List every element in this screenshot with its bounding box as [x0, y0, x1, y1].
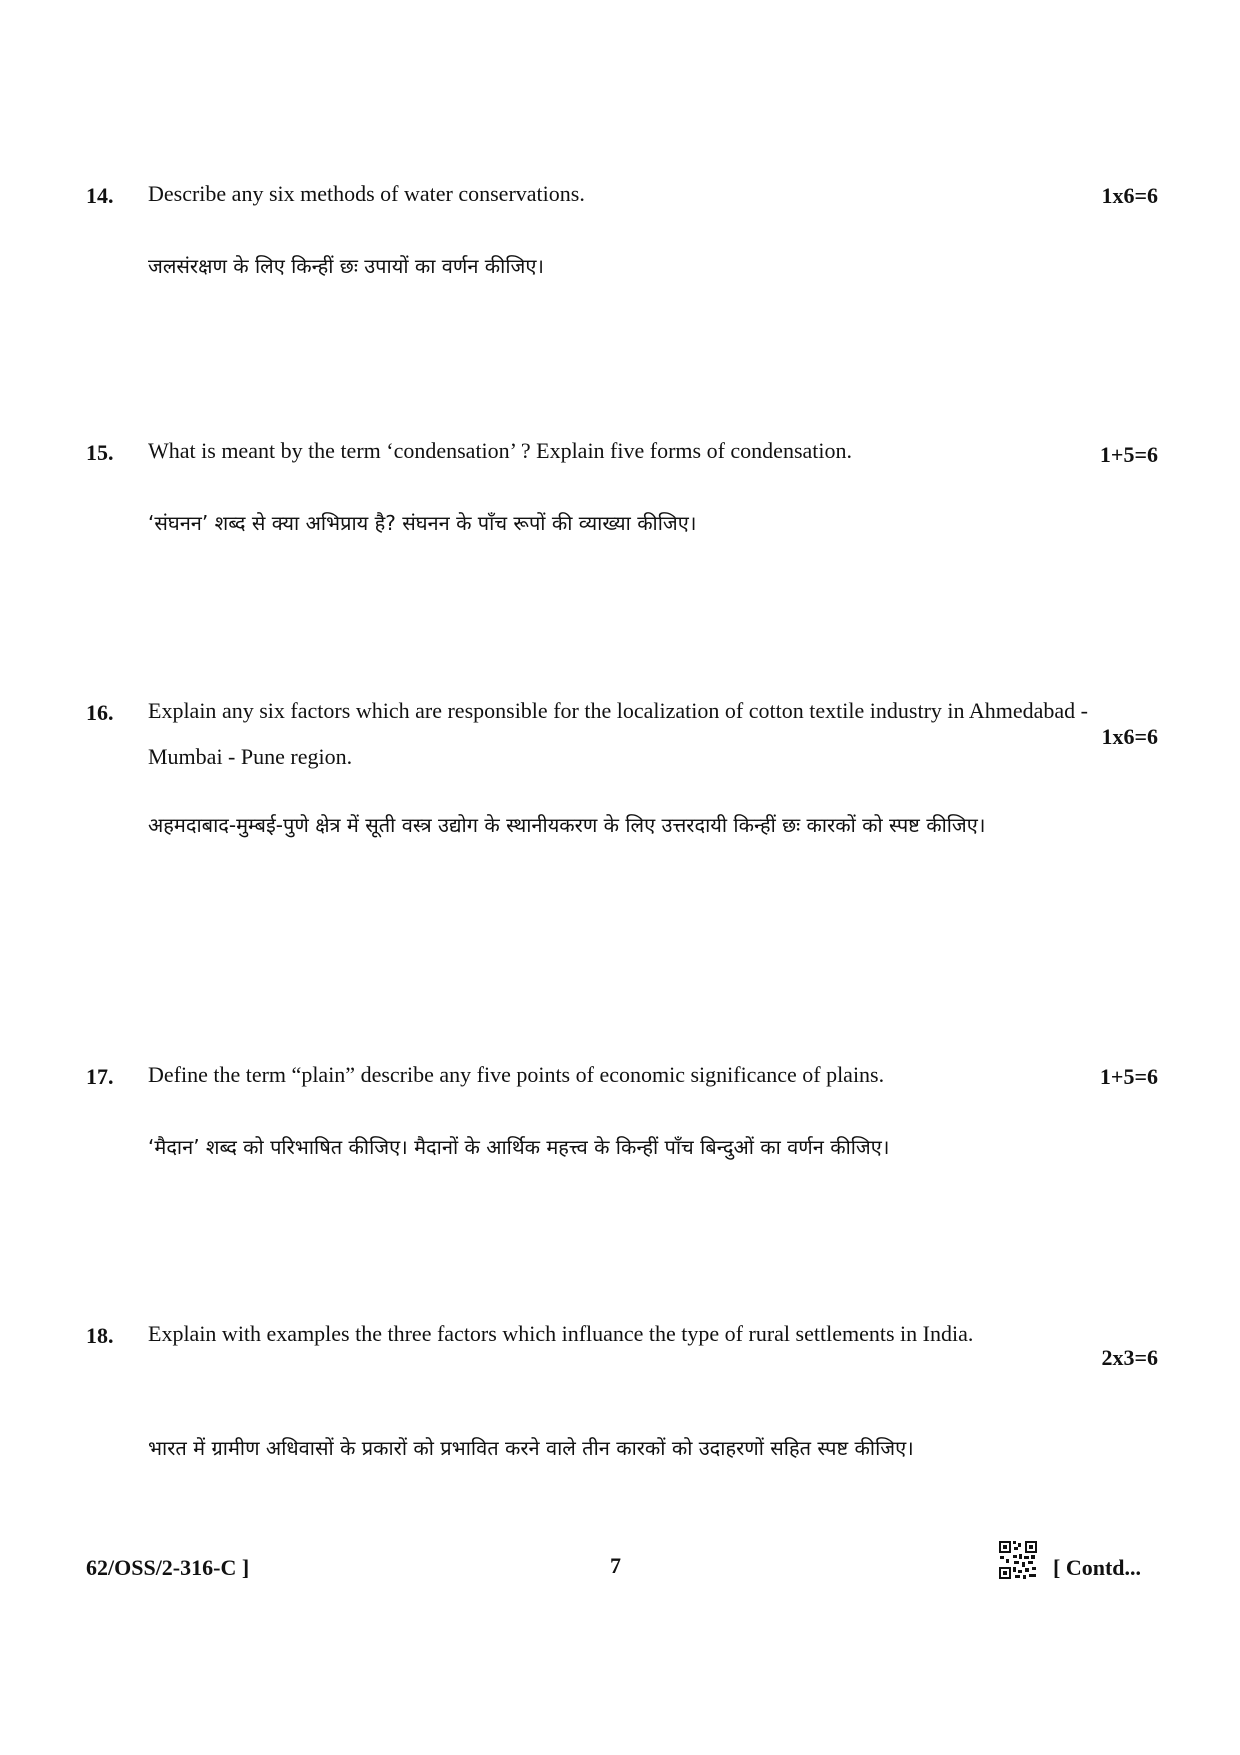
question-text-english: Define the term “plain” describe any five points of economic significance of plains. — [148, 1062, 885, 1087]
marks-label: 1x6=6 — [1101, 724, 1158, 749]
question-text-hindi: जलसंरक्षण के लिए किन्हीं छः उपायों का वर्णन कीजिए। — [148, 254, 544, 278]
question-text-hindi: ‘मैदान’ शब्द को परिभाषित कीजिए। मैदानों के आर्थिक महत्त्व के किन्हीं पाँच बिन्दुओं का वर्णन कीजिए। — [148, 1135, 890, 1159]
question-text-english: Describe any six methods of water conservations. — [148, 181, 585, 206]
question-number: 16. — [86, 700, 114, 725]
qr-code-icon — [998, 1540, 1038, 1580]
page-number: 7 — [610, 1553, 621, 1578]
question-text-english: What is meant by the term ‘condensation’ ? Explain five forms of condensation. — [148, 438, 852, 463]
question-text-hindi: ‘संघनन’ शब्द से क्या अभिप्राय है? संघनन के पाँच रूपों की व्याख्या कीजिए। — [148, 511, 697, 535]
marks-label: 1+5=6 — [1099, 1064, 1158, 1089]
question-number: 14. — [86, 183, 114, 208]
question-text-english: Explain any six factors which are responsible for the localization of cotton textile industry in Ahmedabad - Mumbai - Pune region. — [148, 698, 1088, 769]
continued-label: [ Contd... — [1053, 1555, 1142, 1580]
question-text-english: Explain with examples the three factors which influance the type of rural settlements in India. — [148, 1321, 974, 1346]
paper-code: 62/OSS/2-316-C ] — [86, 1555, 250, 1580]
question-text-hindi: अहमदाबाद-मुम्बई-पुणे क्षेत्र में सूती वस्त्र उद्योग के स्थानीयकरण के लिए उत्तरदायी किन्हीं छः कारकों को स्पष्ट कीजिए। — [148, 813, 986, 837]
marks-label: 1x6=6 — [1101, 183, 1158, 208]
question-number: 17. — [86, 1064, 114, 1089]
question-number: 15. — [86, 440, 114, 465]
question-number: 18. — [86, 1323, 114, 1348]
marks-label: 2x3=6 — [1101, 1345, 1158, 1370]
marks-label: 1+5=6 — [1099, 442, 1158, 467]
question-text-hindi: भारत में ग्रामीण अधिवासों के प्रकारों को प्रभावित करने वाले तीन कारकों को उदाहरणों सहित स्पष्ट कीजिए। — [148, 1436, 914, 1460]
